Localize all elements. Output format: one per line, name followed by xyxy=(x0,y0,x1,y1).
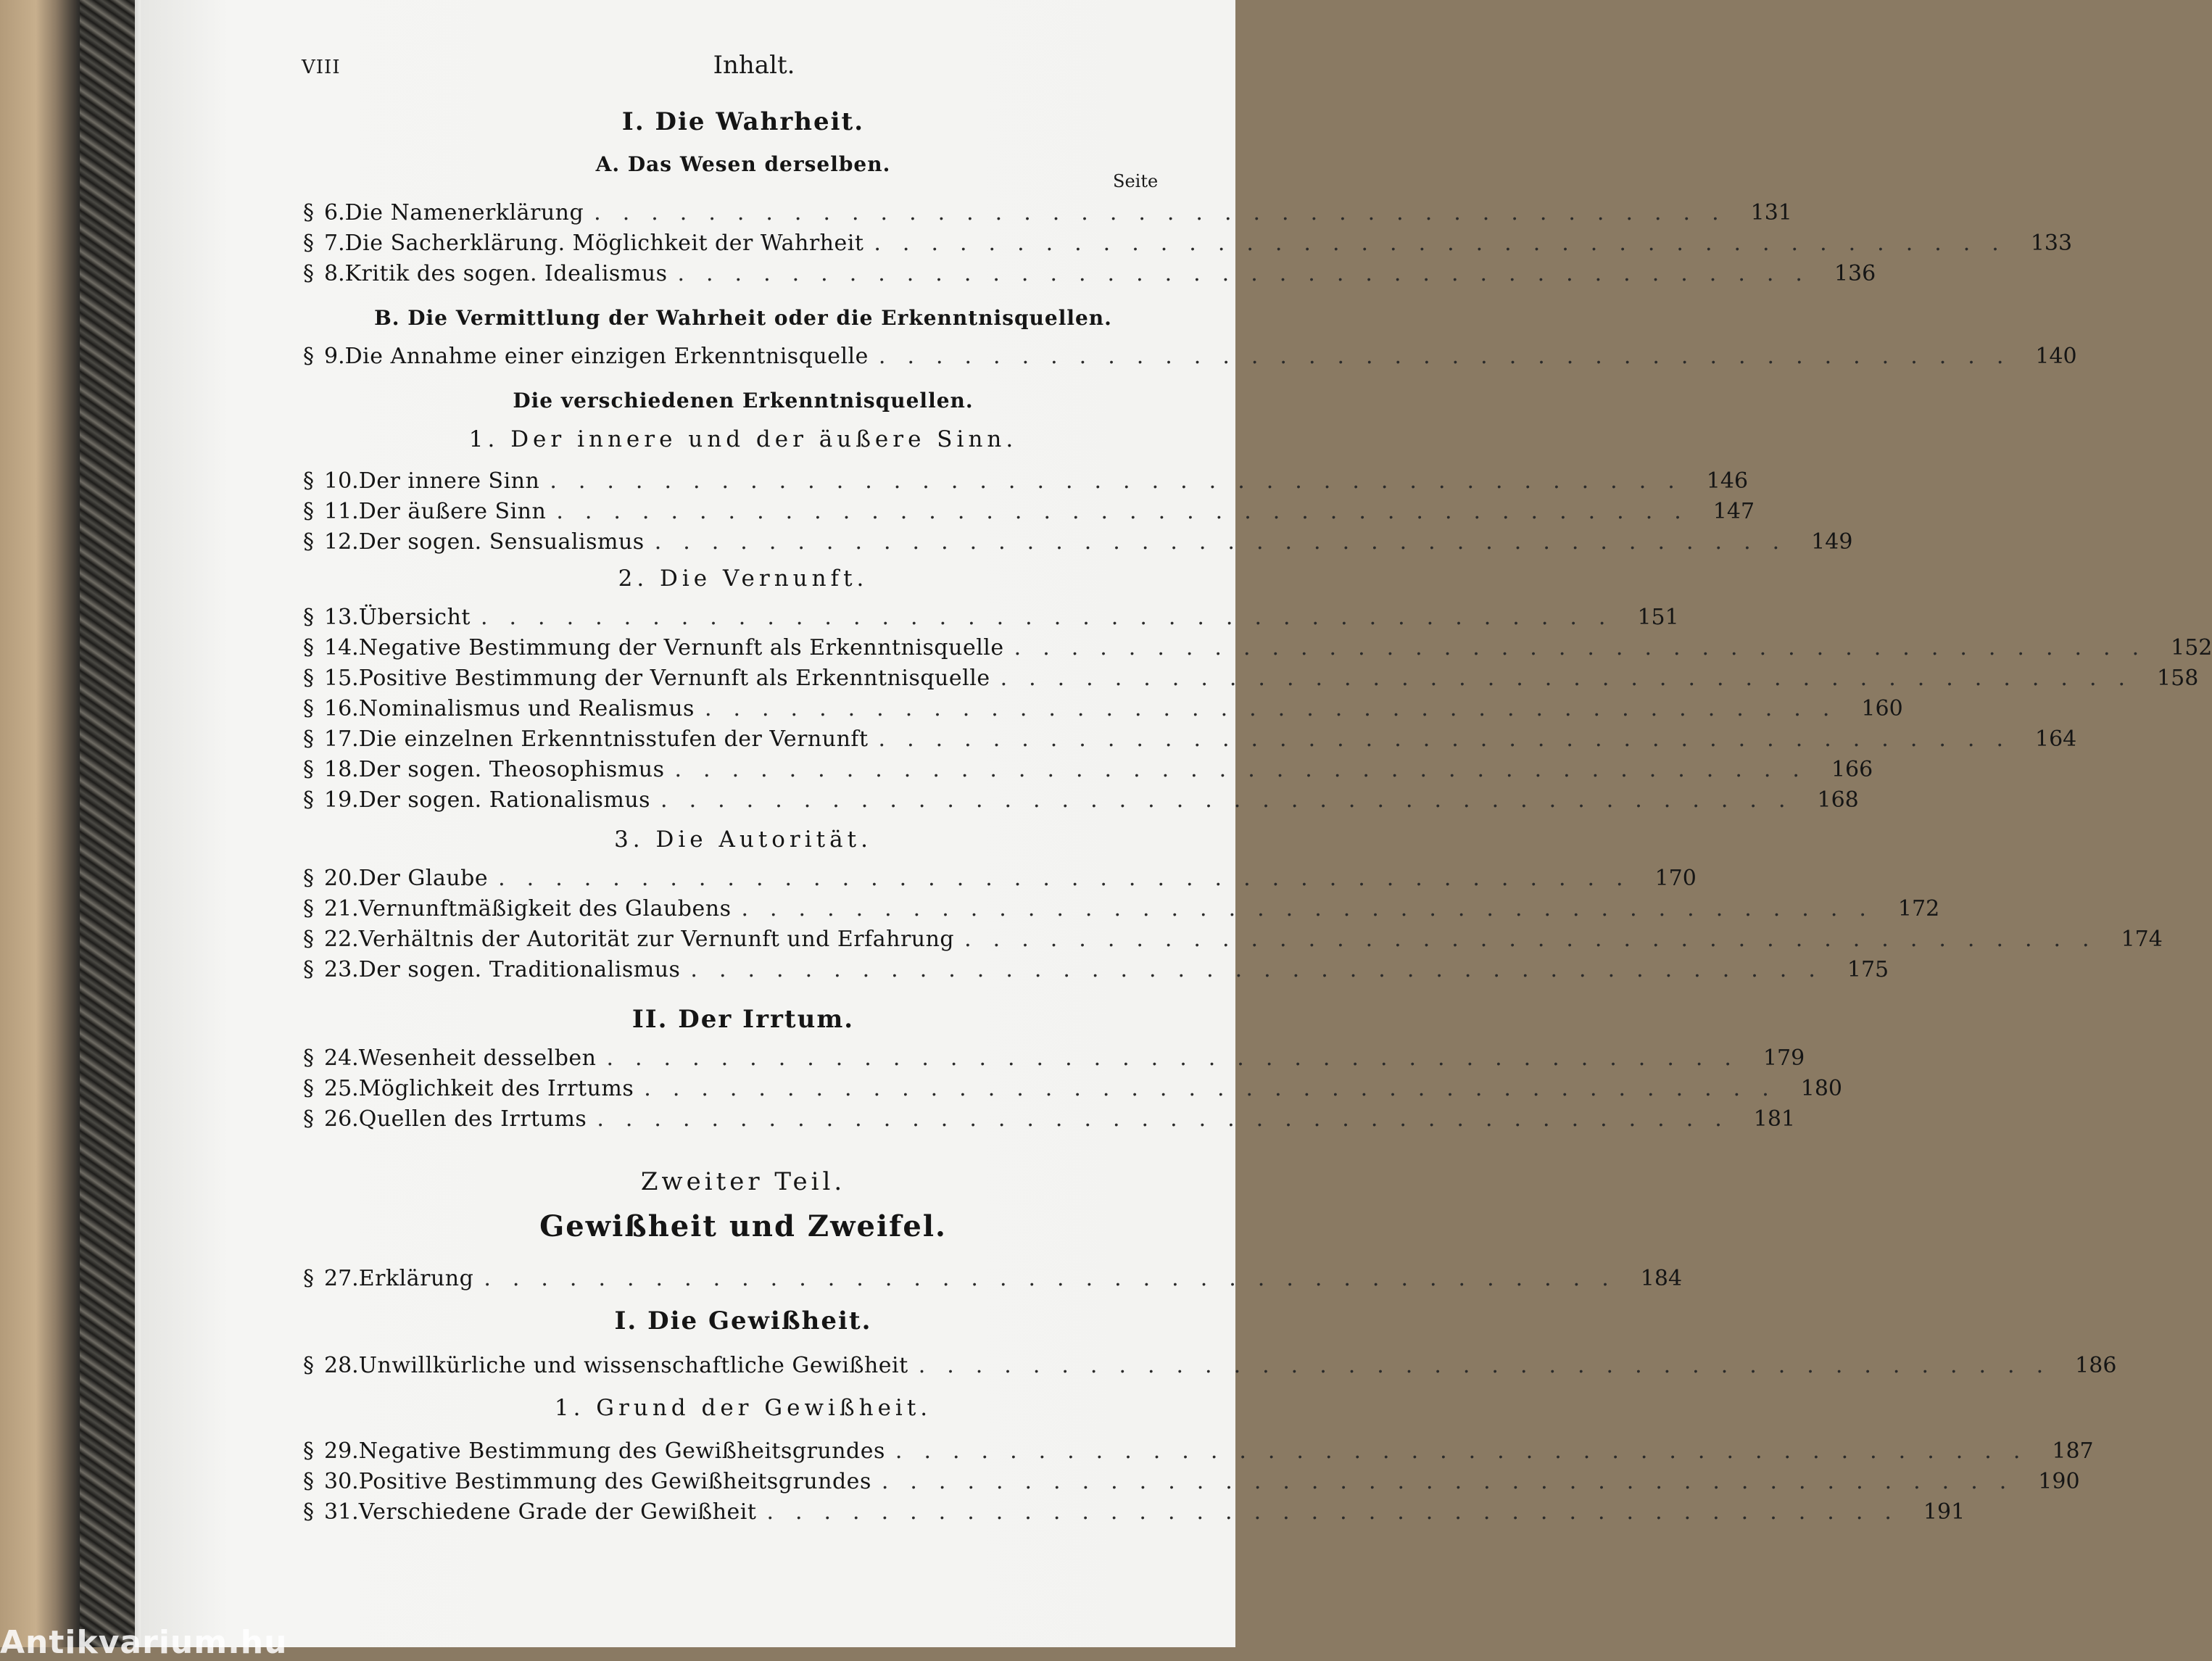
heading-verschiedene: Die verschiedenen Erkenntnisquellen. xyxy=(513,389,974,413)
toc-row-11: § 11. Der äußere Sinn ........................................ 147 xyxy=(303,499,1755,524)
toc-row-17: § 17. Die einzelnen Erkenntnisstufen der Vernunft ........................................ 164 xyxy=(303,726,2077,752)
toc-row-30: § 30. Positive Bestimmung des Gewißheitsgrundes ........................................ 190 xyxy=(303,1469,2080,1494)
page-number: VIII xyxy=(302,57,341,78)
toc-row-13: § 13. Übersicht ........................................ 151 xyxy=(303,605,1679,630)
toc-row-7: § 7. Die Sacherklärung. Möglichkeit der Wahrheit ........................................ 133 xyxy=(303,231,2073,256)
toc-row-23: § 23. Der sogen. Traditionalismus ........................................ 175 xyxy=(303,957,1889,982)
heading-irrtum: II. Der Irrtum. xyxy=(631,1005,855,1034)
running-head: Inhalt. xyxy=(713,51,795,80)
watermark: Antikvarium.hu xyxy=(0,1624,288,1661)
toc-row-21: § 21. Vernunftmäßigkeit des Glaubens ........................................ 172 xyxy=(303,896,1940,921)
heading-wesen: A. Das Wesen derselben. xyxy=(595,152,891,176)
toc-row-8: § 8. Kritik des sogen. Idealismus ........................................ 136 xyxy=(303,261,1876,286)
toc-row-16: § 16. Nominalismus und Realismus ........................................ 160 xyxy=(303,696,1903,721)
heading-zweiter-teil: Zweiter Teil. xyxy=(640,1167,846,1196)
toc-row-14: § 14. Negative Bestimmung der Vernunft als Erkenntnisquelle ........................................ 152 xyxy=(303,635,2212,660)
toc-row-15: § 15. Positive Bestimmung der Vernunft als Erkenntnisquelle ........................................ 158 xyxy=(303,666,2199,691)
toc-row-31: § 31. Verschiedene Grade der Gewißheit ........................................ 191 xyxy=(303,1499,1965,1525)
heading-sinn: 1. Der innere und der äußere Sinn. xyxy=(468,426,1018,452)
toc-row-25: § 25. Möglichkeit des Irrtums ........................................ 180 xyxy=(303,1076,1842,1101)
toc-row-12: § 12. Der sogen. Sensualismus ........................................ 149 xyxy=(303,529,1853,555)
column-header-seite: Seite xyxy=(1113,171,1159,191)
heading-gewissheit: I. Die Gewißheit. xyxy=(614,1306,872,1335)
toc-row-26: § 26. Quellen des Irrtums ........................................ 181 xyxy=(303,1106,1796,1132)
toc-row-24: § 24. Wesenheit desselben ........................................ 179 xyxy=(303,1045,1805,1071)
heading-wahrheit: I. Die Wahrheit. xyxy=(621,107,865,136)
toc-row-10: § 10. Der innere Sinn ........................................ 146 xyxy=(303,468,1749,494)
toc-row-20: § 20. Der Glaube ........................................ 170 xyxy=(303,866,1697,891)
toc-row-27: § 27. Erklärung ........................................ 184 xyxy=(303,1266,1683,1291)
toc-row-18: § 18. Der sogen. Theosophismus ........................................ 166 xyxy=(303,757,1873,782)
heading-gewissheit-und-zweifel: Gewißheit und Zweifel. xyxy=(539,1209,947,1243)
toc-row-6: § 6. Die Namenerklärung ........................................ 131 xyxy=(303,200,1792,225)
toc-row-28: § 28. Unwillkürliche und wissenschaftliche Gewißheit ........................................ 186 xyxy=(303,1353,2117,1378)
heading-grund: 1. Grund der Gewißheit. xyxy=(554,1395,932,1421)
heading-autoritaet: 3. Die Autorität. xyxy=(614,827,872,853)
heading-vernunft: 2. Die Vernunft. xyxy=(618,566,869,592)
toc-row-22: § 22. Verhältnis der Autorität zur Vernunft und Erfahrung ........................................ 174 xyxy=(303,927,2163,952)
toc-row-29: § 29. Negative Bestimmung des Gewißheitsgrundes ........................................ 187 xyxy=(303,1438,2094,1464)
heading-vermittlung: B. Die Vermittlung der Wahrheit oder die Erkenntnisquellen. xyxy=(374,306,1112,330)
toc-row-9: § 9. Die Annahme einer einzigen Erkenntnisquelle ........................................ 140 xyxy=(303,344,2077,369)
toc-row-19: § 19. Der sogen. Rationalismus ........................................ 168 xyxy=(303,787,1859,813)
